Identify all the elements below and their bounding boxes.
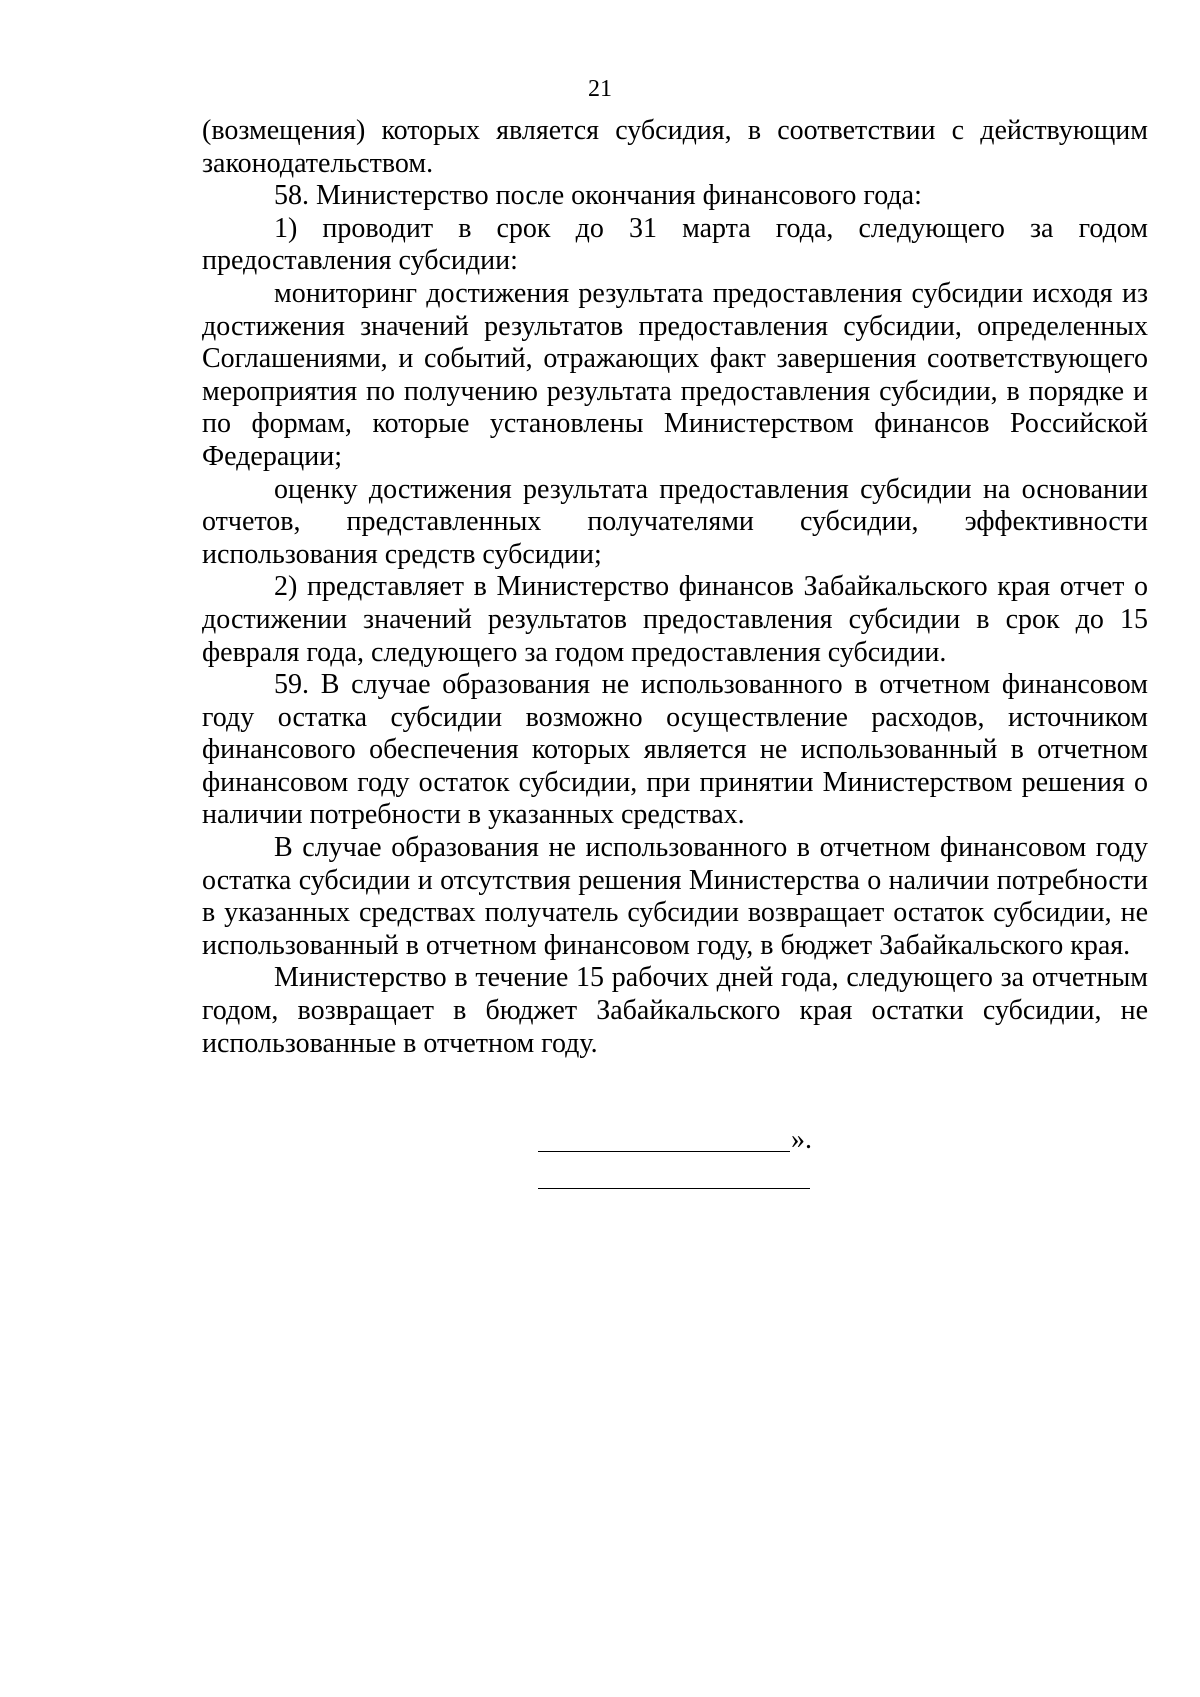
paragraph-ministry-return: Министерство в течение 15 рабочих дней года, следующего за отчетным годом, возвращает в бюджет Забайкальского края остатки субсидии, не использованные в отчетном году. <box>202 962 1148 1059</box>
closing-block <box>538 1124 838 1156</box>
paragraph-return-remainder: В случае образования не использованного в отчетном финансовом году остатка субсидии и отсутствия решения Министерства о наличии потребности в указанных средствах получатель субсидии возвращает остаток субсидии, не использованный в отчетном финансовом году, в бюджет Забайкальского края. <box>202 832 1148 961</box>
closing-quote-mark: ». <box>791 1124 812 1155</box>
closing-underline <box>538 1151 790 1152</box>
paragraph-item-58: 58. Министерство после окончания финансового года: <box>274 180 922 212</box>
document-body <box>202 115 1148 1060</box>
paragraph-item-59: 59. В случае образования не использованного в отчетном финансовом году остатка субсидии возможно осуществление расходов, источником финансового обеспечения которых является не использованный в отчетном финансовом году остаток субсидии, при принятии Министерством решения о наличии потребности в указанных средствах. <box>202 669 1148 831</box>
closing-line <box>538 1124 838 1156</box>
paragraph-continuation: (возмещения) которых является субсидия, в соответствии с действующим законодательством. <box>202 115 1148 179</box>
end-separator-line <box>538 1188 810 1189</box>
paragraph-monitoring: мониторинг достижения результата предоставления субсидии исходя из достижения значений результатов предоставления субсидии, определенных Соглашениями, и событий, отражающих факт завершения соответствующего мероприятия по получению результата предоставления субсидии, в порядке и по формам, которые установлены Министерством финансов Российской Федерации; <box>202 277 1148 472</box>
paragraph-subitem-1: 1) проводит в срок до 31 марта года, следующего за годом предоставления субсидии: <box>202 212 1148 277</box>
page-number: 21 <box>588 76 612 102</box>
paragraph-evaluation: оценку достижения результата предоставления субсидии на основании отчетов, представленных получателями субсидии, эффективности использования средств субсидии; <box>202 473 1148 570</box>
paragraph-subitem-2: 2) представляет в Министерство финансов Забайкальского края отчет о достижении значений результатов предоставления субсидии в срок до 15 февраля года, следующего за годом предоставления субсидии. <box>202 571 1148 668</box>
